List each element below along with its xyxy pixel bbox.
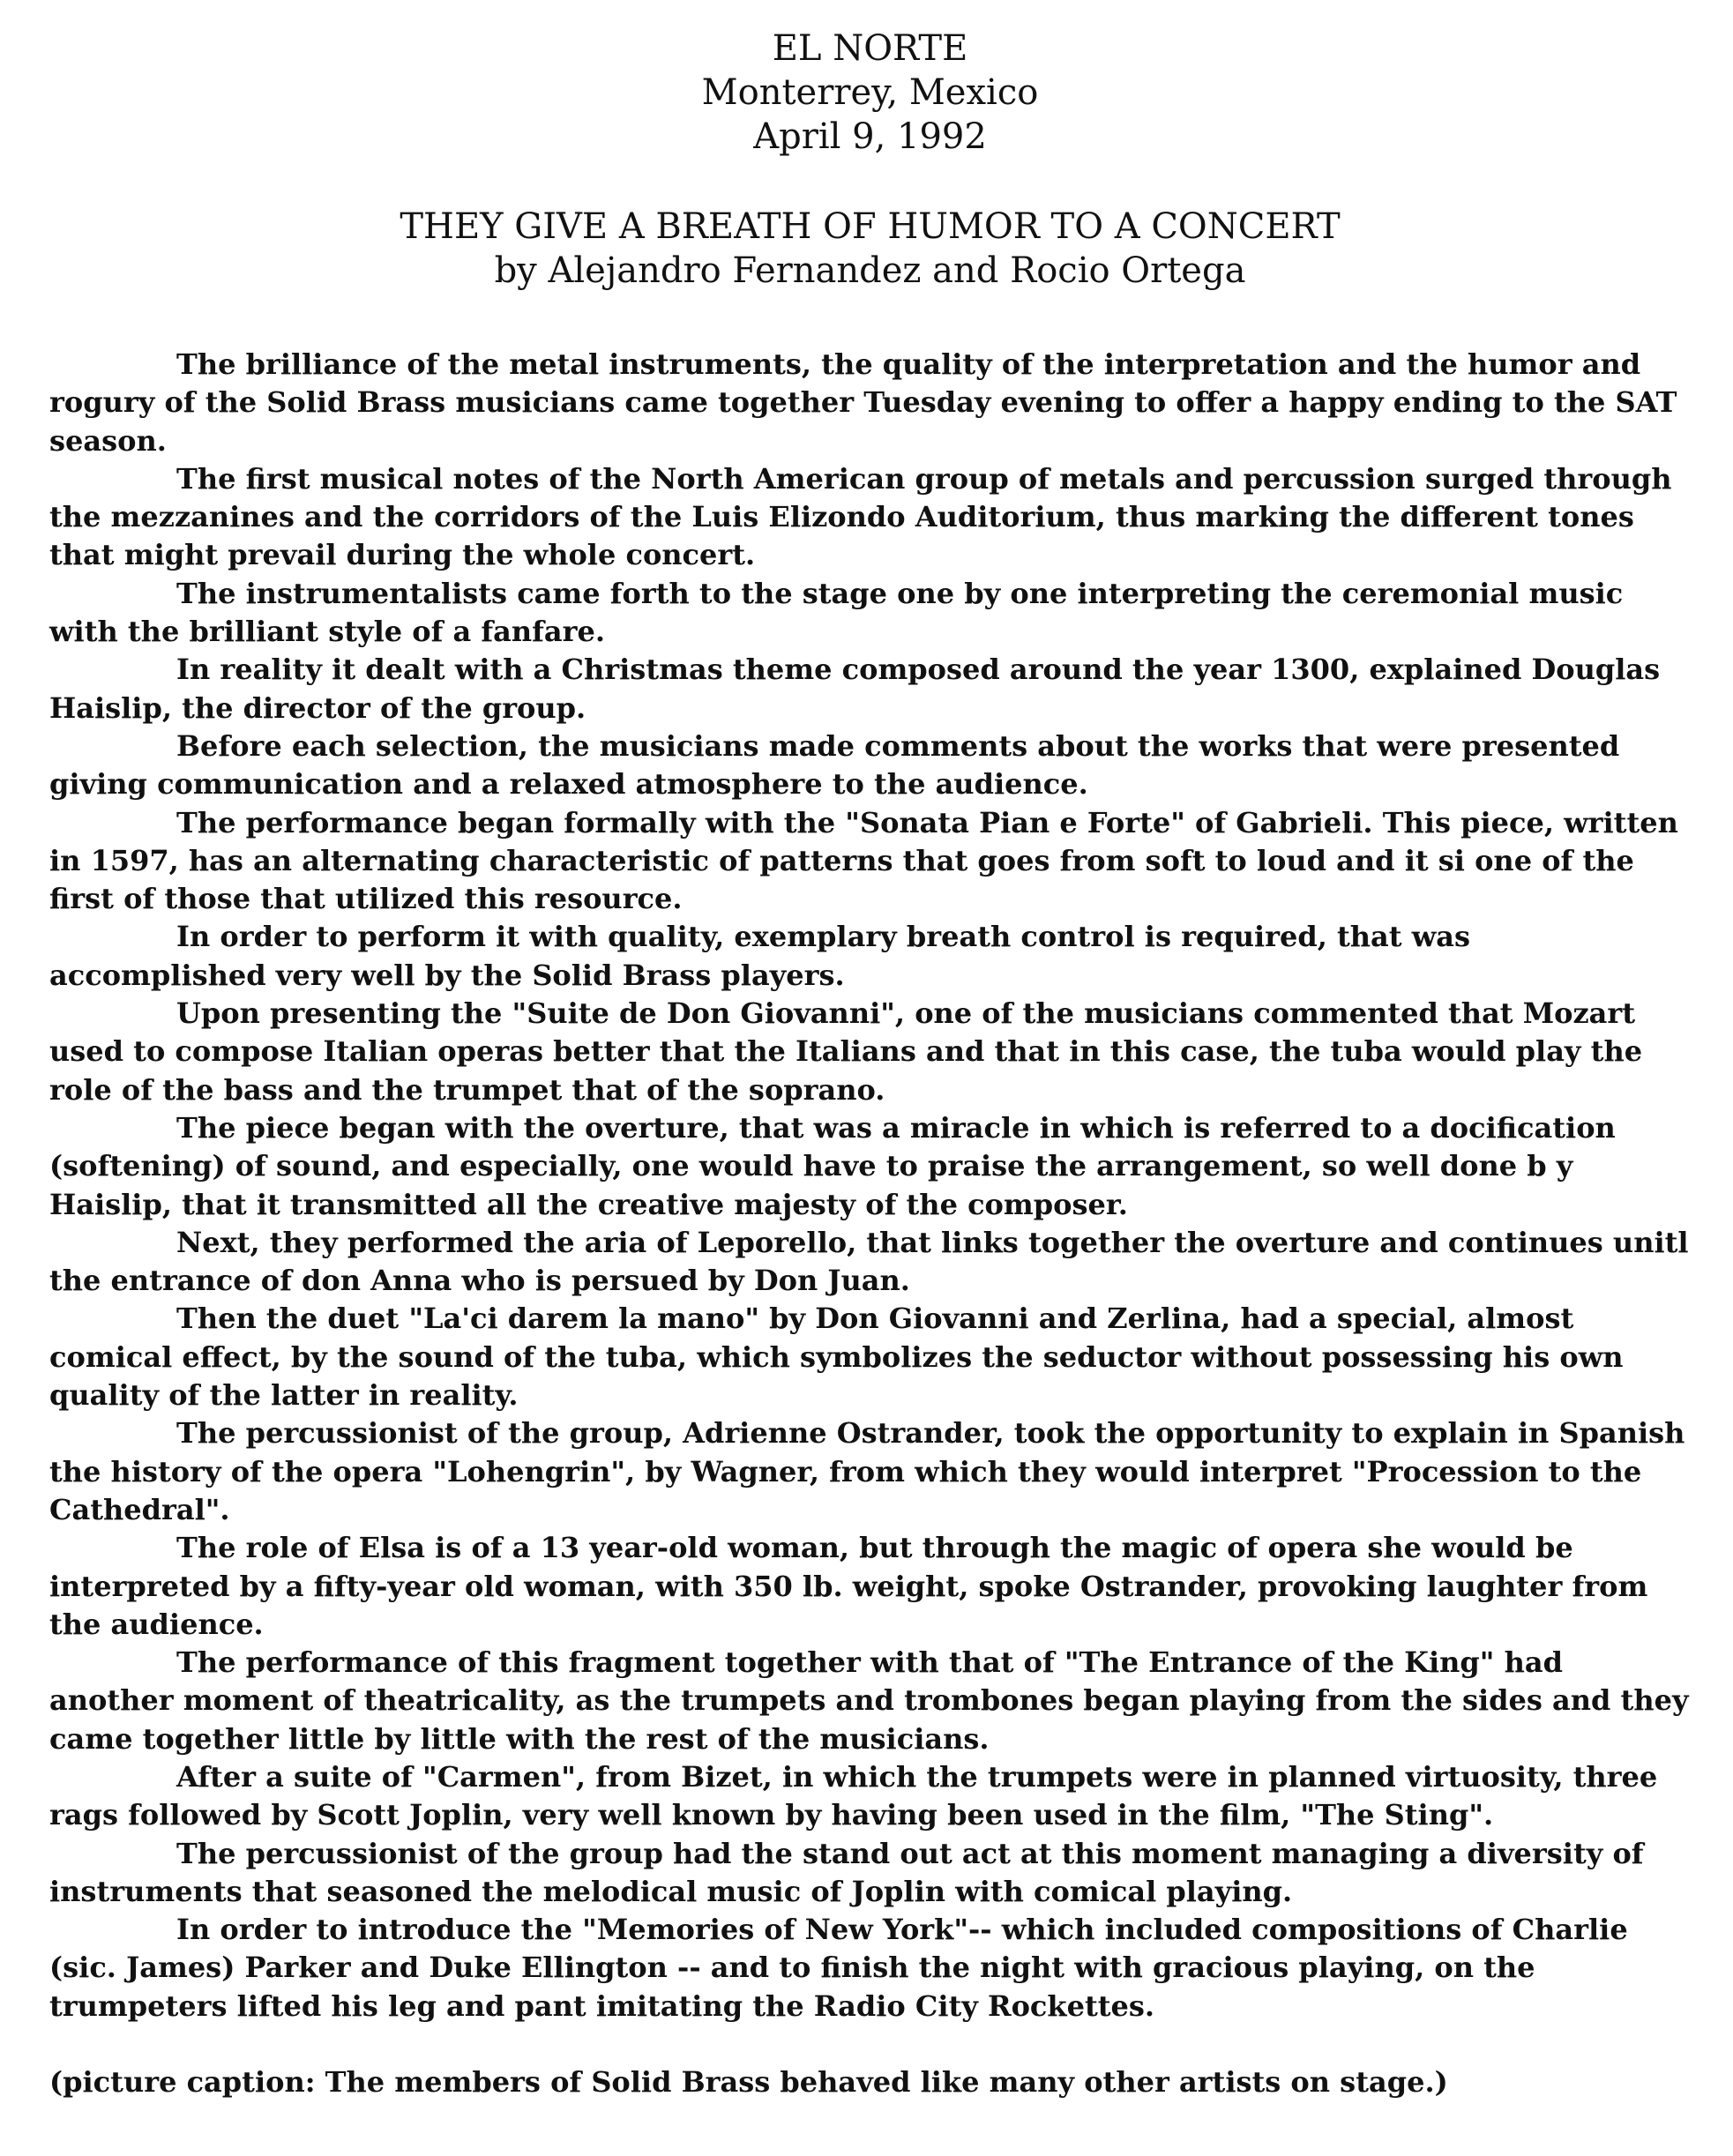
article-paragraph: The performance began formally with the "Sonata Pian e Forte" of Gabrieli. This piece, written in 1597, has an alternating characteristic of patterns that goes from soft to loud and it si one of the first of those that utilized this resource. [49,805,1678,916]
article-byline: by Alejandro Fernandez and Rocio Ortega [494,250,1246,291]
article-paragraph: The piece began with the overture, that was a miracle in which is referred to a docification (softening) of sound, and especially, one would have to praise the arrangement, so well done b y Haislip, that it transmitted all the creative majesty of the composer. [49,1110,1616,1221]
picture-caption: (picture caption: The members of Solid Brass behaved like many other artists on stage.) [49,2065,1448,2100]
article-paragraph: The percussionist of the group, Adrienne Ostrander, took the opportunity to explain in Spanish the history of the opera "Lohengrin", by Wagner, from which they would interpret "Procession to the Cathedral". [49,1416,1685,1526]
article-paragraph: The role of Elsa is of a 13 year-old woman, but through the magic of opera she would be interpreted by a fifty-year old woman, with 350 lb. weight, spoke Ostrander, provoking laughter from the audience. [49,1531,1648,1641]
masthead [49,26,1691,159]
newspaper-location: Monterrey, Mexico [701,72,1039,113]
article-paragraph: The performance of this fragment together with that of "The Entrance of the King" had another moment of theatricality, as the trumpets and trombones began playing from the sides and they came together little by little with the rest of the musicians. [49,1645,1689,1756]
article-paragraph: In order to perform it with quality, exemplary breath control is required, that was accomplished very well by the Solid Brass players. [49,920,1470,992]
article-headline: THEY GIVE A BREATH OF HUMOR TO A CONCERT [400,206,1341,247]
article-paragraph: The percussionist of the group had the stand out act at this moment managing a diversity of instruments that seasoned the melodical music of Joplin with comical playing. [49,1836,1644,1908]
article-paragraph: In order to introduce the "Memories of New York"-- which included compositions of Charlie (sic. James) Parker and Duke Ellington -- and to finish the night with gracious playing, on the trumpeters lifted his leg and pant imitating the Radio City Rockettes. [49,1913,1628,2023]
publication-date: April 9, 1992 [753,116,987,157]
article-paragraph: The brilliance of the metal instruments, the quality of the interpretation and the humor and rogury of the Solid Brass musicians came together Tuesday evening to offer a happy ending to the SAT season. [49,347,1677,458]
article-paragraph: Upon presenting the "Suite de Don Giovanni", one of the musicians commented that Mozart used to compose Italian operas better that the Italians and that in this case, the tuba would play the role of the bass and the trumpet that of the soprano. [49,996,1643,1107]
newspaper-name: EL NORTE [772,28,968,69]
article-paragraph: The instrumentalists came forth to the stage one by one interpreting the ceremonial music with the brilliant style of a fanfare. [49,576,1624,649]
article-paragraph: The first musical notes of the North American group of metals and percussion surged through the mezzanines and the corridors of the Luis Elizondo Auditorium, thus marking the different tones that might prevail during the whole concert. [49,461,1672,572]
article-paragraph: Before each selection, the musicians made comments about the works that were presented giving communication and a relaxed atmosphere to the audience. [49,728,1620,802]
article-paragraph: Then the duet "La'ci darem la mano" by Don Giovanni and Zerlina, had a special, almost comical effect, by the sound of the tuba, which symbolizes the seductor without possessing his own quality of the latter in reality. [49,1302,1624,1413]
article-paragraph: After a suite of "Carmen", from Bizet, in which the trumpets were in planned virtuosity, three rags followed by Scott Joplin, very well known by having been used in the film, "The Sting". [49,1759,1658,1832]
article-paragraph: In reality it dealt with a Christmas theme composed around the year 1300, explained Douglas Haislip, the director of the group. [49,653,1661,725]
article-body [49,346,1691,2025]
article-paragraph: Next, they performed the aria of Leporello, that links together the overture and continues unitl the entrance of don Anna who is persued by Don Juan. [49,1225,1689,1298]
